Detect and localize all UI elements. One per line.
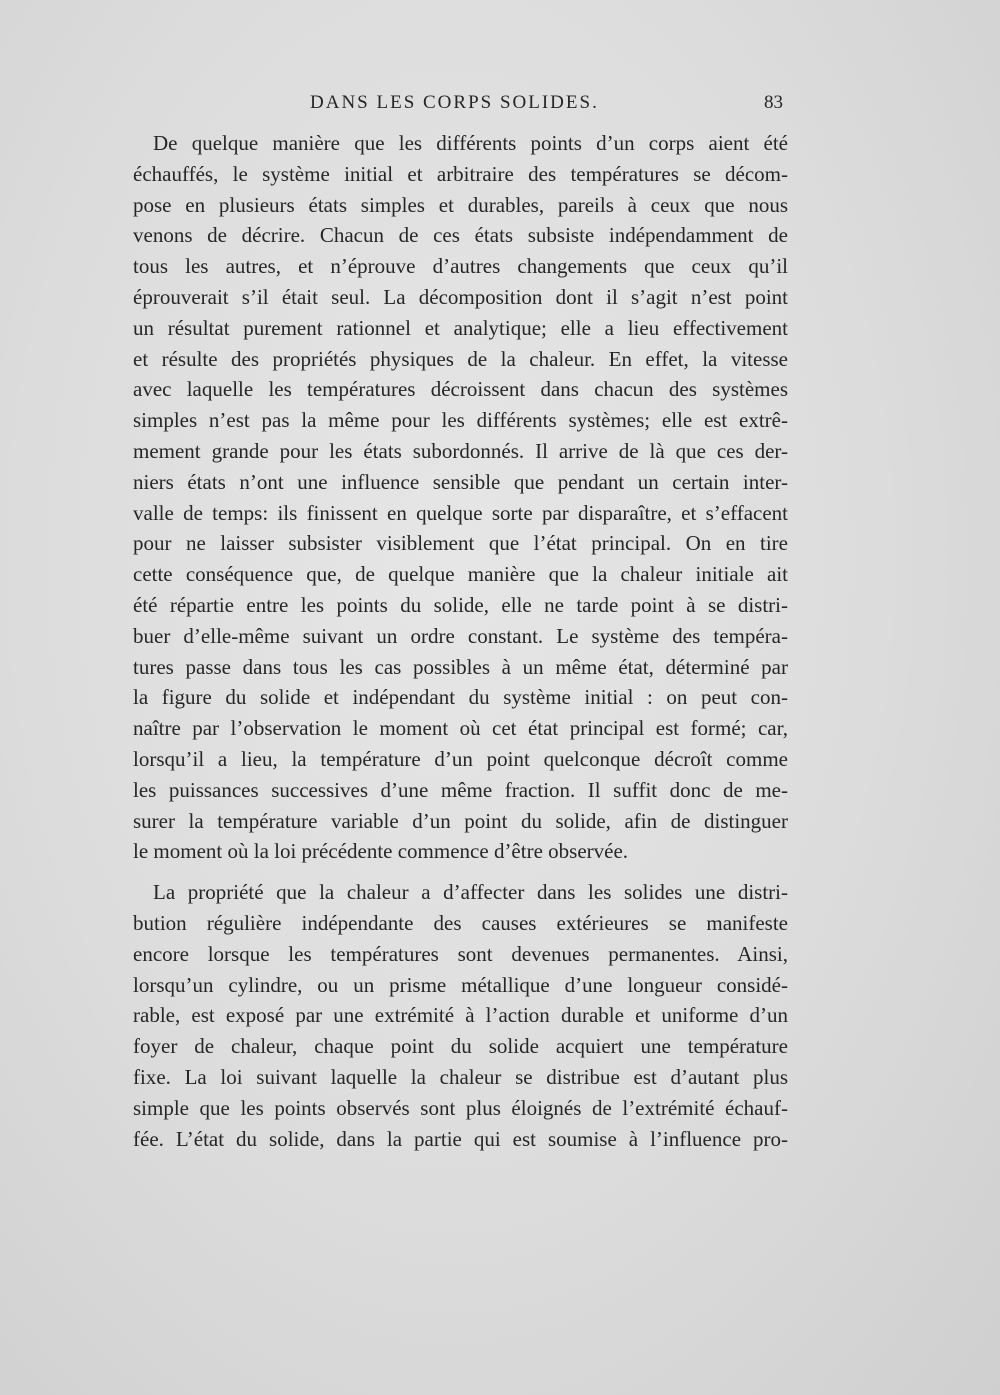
text-line: niers états n’ont une influence sensible que pendant un certain inter- [133, 469, 788, 494]
text-line: fixe. La loi suivant laquelle la chaleur se distribue est d’autant plus [133, 1064, 788, 1089]
text-line: foyer de chaleur, chaque point du solide acquiert une température [133, 1034, 788, 1059]
text-line: venons de décrire. Chacun de ces états subsiste indépendamment de [133, 223, 788, 248]
text-line: valle de temps: ils finissent en quelque sorte par disparaître, et s’effacent [133, 500, 788, 525]
text-line: naître par l’observation le moment où cet état principal est formé; car, [133, 716, 788, 741]
paragraph [133, 128, 788, 867]
text-line: la figure du solide et indépendant du système initial : on peut con- [133, 685, 788, 710]
page-number: 83 [764, 92, 783, 113]
text-line: buer d’elle-même suivant un ordre constant. Le système des tempéra- [133, 623, 788, 648]
text-line: La propriété que la chaleur a d’affecter dans les solides une distri- [153, 880, 788, 905]
text-line: De quelque manière que les différents points d’un corps aient été [153, 131, 788, 155]
text-line: lorsqu’un cylindre, ou un prisme métallique d’une longueur considé- [133, 972, 788, 997]
text-line: encore lorsque les températures sont devenues permanentes. Ainsi, [133, 941, 788, 966]
text-line: les puissances successives d’une même fraction. Il suffit donc de me- [133, 777, 788, 802]
text-line: et résulte des propriétés physiques de la chaleur. En effet, la vitesse [133, 346, 788, 371]
text-line: tous les autres, et n’éprouve d’autres changements que ceux qu’il [133, 254, 788, 279]
text-line: rable, est exposé par une extrémité à l’action durable et uniforme d’un [133, 1003, 788, 1028]
text-line: mement grande pour les états subordonnés. Il arrive de là que ces der- [133, 438, 788, 463]
text-line: cette conséquence que, de quelque manière que la chaleur initiale ait [133, 562, 788, 587]
text-line: le moment où la loi précédente commence d’être observée. [133, 839, 629, 864]
running-title: DANS LES CORPS SOLIDES. [310, 92, 599, 113]
page-header [130, 92, 785, 122]
text-line: fée. L’état du solide, dans la partie qui est soumise à l’influence pro- [133, 1126, 788, 1151]
text-line: pose en plusieurs états simples et durables, pareils à ceux que nous [133, 192, 788, 217]
text-line: surer la température variable d’un point du solide, afin de distinguer [133, 808, 788, 833]
paragraph-gap [133, 867, 788, 877]
text-line: échauffés, le système initial et arbitraire des températures se décom- [133, 161, 788, 186]
text-line: avec laquelle les températures décroissent dans chacun des systèmes [133, 377, 788, 402]
text-line: été répartie entre les points du solide, elle ne tarde point à se distri- [133, 592, 788, 617]
text-line: tures passe dans tous les cas possibles à un même état, déterminé par [133, 654, 788, 679]
text-line: simples n’est pas la même pour les différents systèmes; elle est extrê- [133, 408, 788, 433]
text-line: lorsqu’il a lieu, la température d’un point quelconque décroît comme [133, 746, 788, 771]
body-text [133, 128, 788, 1154]
text-line: simple que les points observés sont plus éloignés de l’extrémité échauf- [133, 1095, 788, 1120]
text-line: un résultat purement rationnel et analytique; elle a lieu effectivement [133, 315, 788, 340]
paragraph [133, 877, 788, 1154]
text-line: pour ne laisser subsister visiblement que l’état principal. On en tire [133, 531, 788, 556]
text-line: éprouverait s’il était seul. La décomposition dont il s’agit n’est point [133, 284, 788, 309]
text-line: bution régulière indépendante des causes extérieures se manifeste [133, 910, 788, 935]
